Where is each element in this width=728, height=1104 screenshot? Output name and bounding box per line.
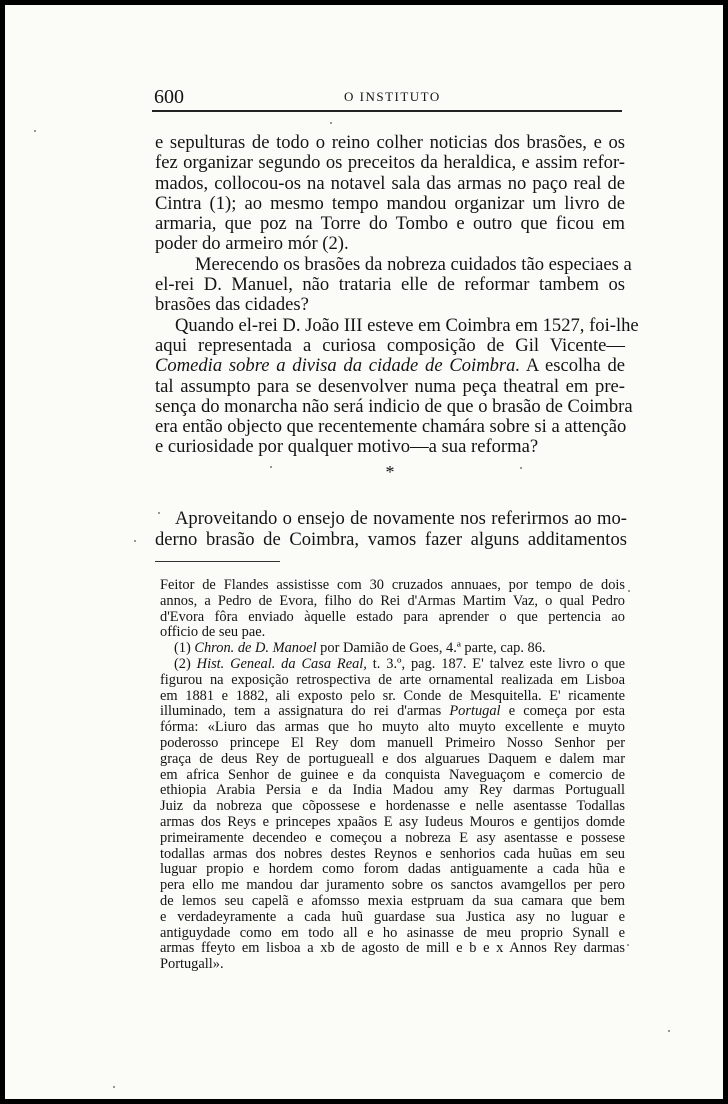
- scan-speck: [627, 944, 629, 946]
- text-fragment: A escolha de: [520, 355, 625, 377]
- footnote-line: officio de seu pae.: [160, 624, 266, 641]
- text-line: e sepulturas de todo o reino colher noticias dos brasões, e os: [155, 132, 625, 153]
- text-line: derno brasão de Coimbra, vamos fazer alguns additamentos: [155, 529, 627, 550]
- footnote-line: antiguydade como em todo all e ho asinasse de meu proprio Synall e: [160, 924, 625, 941]
- footnote-line: [160, 704, 625, 720]
- scan-speck: [668, 1030, 670, 1032]
- footnote-line: Feitor de Flandes assistisse com 30 cruzados annuaes, por tempo de dois: [160, 577, 625, 593]
- footnote-line: de lemos seu capelã e afomsso mexia estpruam da sua camara que bem: [160, 892, 625, 909]
- text-fragment: por Damião de Goes, 4.ª parte, cap. 86.: [316, 640, 546, 657]
- cited-name: Portugal: [449, 703, 501, 720]
- footnote-line: em 1881 e 1882, ali exposto pelo sr. Conde de Mesquitella. E' ricamente: [160, 687, 625, 704]
- text-line: aqui representada a curiosa composição de Gil Vicente—: [155, 334, 625, 356]
- paragraph-2: [155, 253, 632, 316]
- text-line: brasões das cidades?: [155, 294, 309, 316]
- footnote-line: armas ffeyto em lisboa a xb de agosto de mill e b e x Annos Rey darmas: [160, 940, 625, 957]
- text-line: era então objecto que recentemente chamára sobre si a attenção: [155, 416, 627, 438]
- main-text-continued: [155, 508, 627, 550]
- footnote-line: em africa Senhor de guinee e da conquista Naveguaçom e comercio de: [160, 766, 625, 783]
- text-line: Quando el-rei D. João III esteve em Coimbra em 1527, foi-lhe: [175, 314, 639, 336]
- header-rule: [152, 110, 622, 112]
- scan-speck: [113, 1086, 115, 1088]
- scan-speck: [270, 466, 272, 468]
- text-fragment: illuminado, tem a assignatura do rei d'armas: [160, 703, 450, 720]
- text-line: [155, 356, 625, 376]
- scan-speck: [34, 130, 36, 132]
- paragraph-1: [155, 133, 625, 255]
- scan-speck: [628, 590, 630, 592]
- footnote-line: figurou na exposição retrospectiva de arte ornamental realizada em Lisboa: [160, 671, 625, 688]
- page-header: [154, 86, 624, 108]
- footnote-line: d'Evora fôra enviado àquelle estado para aprender o que pertencia ao: [160, 608, 625, 625]
- text-line: mados, collocou-os na notavel sala das armas no paço real de: [155, 172, 625, 194]
- footnote-rule: [155, 561, 280, 562]
- cited-work: Chron. de D. Manoel: [194, 640, 317, 657]
- play-title: Comedia sobre a divisa da cidade de Coimbra.: [155, 355, 521, 377]
- scan-speck: [158, 512, 160, 514]
- footnote-line: [160, 657, 625, 673]
- footnote-line: annos, a Pedro de Evora, filho do Rei d'Armas Martim Vaz, o qual Pedro: [160, 592, 625, 609]
- text-line: sença do monarcha não será indicio de que o brasão de Coimbra: [155, 395, 633, 417]
- scan-speck: [134, 540, 136, 542]
- text-line: el-rei D. Manuel, não trataria elle de reformar tambem os: [155, 274, 625, 296]
- running-head: O INSTITUTO: [344, 89, 441, 104]
- paragraph-3: [155, 314, 639, 458]
- footnote-continuation: [160, 578, 625, 641]
- footnote-marker: (1): [174, 640, 191, 657]
- main-text: [155, 132, 639, 458]
- text-line: tal assumpto para se desenvolver numa peça theatral em pre-: [155, 375, 625, 397]
- text-line: fez organizar segundo os preceitos da heraldica, e assim refor-: [155, 152, 625, 174]
- footnote-line: armas dos Reys e princepes xpaãos E asy Iudeus Mouros e gentijos domde: [160, 813, 625, 830]
- footnote-line: [160, 641, 625, 657]
- footnote-line: Juiz da nobreza que cõpossese e hordenasse e nelle asentasse Todallas: [160, 798, 625, 815]
- text-line: armaria, que poz na Torre do Tombo e outro que ficou em: [155, 213, 625, 235]
- cited-work: Hist. Geneal. da Casa Real,: [196, 655, 367, 672]
- footnote-line: graça de deus Rey de portugueall e dos alguarues Daquem e dalem mar: [160, 750, 625, 767]
- scan-speck: [330, 122, 332, 124]
- footnotes: [160, 578, 625, 973]
- footnote-marker: (2): [174, 655, 191, 672]
- footnote-line: luguar propio e hordem como forom dadas antiguamente a cada hũa e: [160, 861, 625, 878]
- text-line: poder do armeiro mór (2).: [155, 233, 349, 255]
- footnote-line: ethiopia Arabia Persia e da India Madou amy Rey darmas Portuguall: [160, 782, 625, 799]
- footnote-line: primeiramente decendeo e começou a nobreza E asy asentasse e possese: [160, 829, 625, 846]
- footnote-line: pera ello me mandou dar juramento sobre os sanctos avamgellos per pero: [160, 877, 625, 894]
- page-number: 600: [154, 86, 184, 108]
- footnote-line: Portugall».: [160, 956, 224, 973]
- footnote-2: [160, 657, 625, 973]
- footnote-line: poderosso princepe El Rey dom manuell Primeiro Nosso Senhor per: [160, 734, 625, 751]
- text-line: e curiosidade por qualquer motivo—a sua reforma?: [155, 436, 539, 458]
- section-separator: *: [385, 462, 395, 482]
- text-line: Cintra (1); ao mesmo tempo mandou organizar um livro de: [155, 192, 625, 214]
- text-line: Merecendo os brasões da nobreza cuidados tão especiaes a: [195, 253, 632, 275]
- text-fragment: t. 3.º, pag. 187. E' talvez este livro o que: [366, 655, 625, 672]
- footnote-line: e verdadeyramente a cada huũ guardase sua Justica asy no luguar e: [160, 908, 625, 925]
- footnote-line: fórma: «Liuro das armas que ho muyto alto muyto excellente e muyto: [160, 719, 625, 736]
- scan-speck: [520, 467, 522, 469]
- text-fragment: e começa por esta: [500, 703, 625, 720]
- text-line: Aproveitando o ensejo de novamente nos referirmos ao mo-: [175, 508, 627, 529]
- footnote-line: todallas armas dos nobres destes Reynos e senhorios cada huũas em seu: [160, 845, 625, 862]
- footnote-1: [160, 641, 625, 657]
